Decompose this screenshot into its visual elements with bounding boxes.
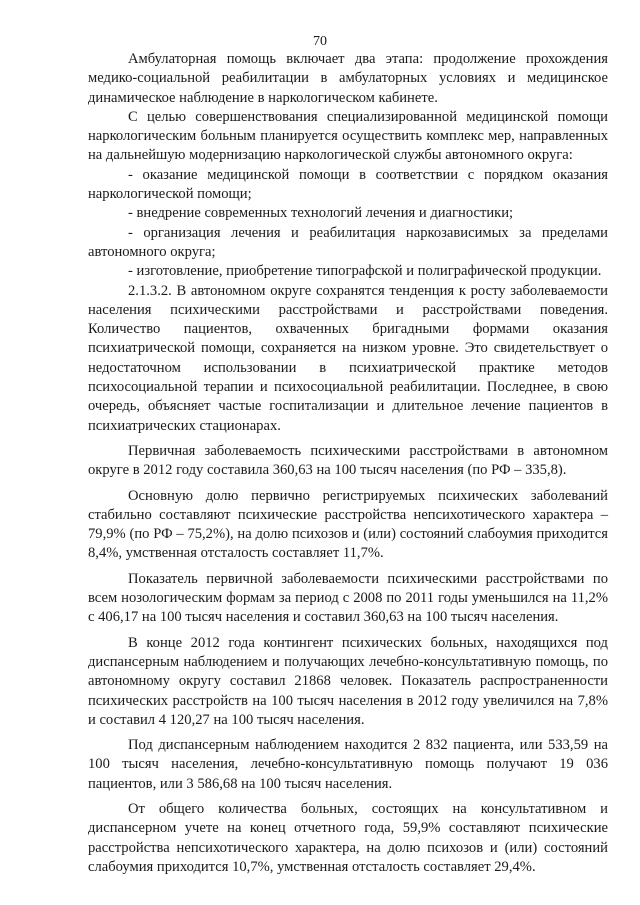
list-item-technologies: - внедрение современных технологий лечения и диагностики;	[128, 205, 514, 222]
paragraph-contingent-2012: В конце 2012 года контингент психических больных, находящихся под диспансерным наблюдением и получающих лечебно-консультативную помощь, по автономному округу составил 21868 человек. Показатель распространенности психических расстройств на 100 тысяч населения в 2012 году увеличился на 7,8% и составил 4 120,27 на 100 тысяч населения.	[88, 634, 608, 728]
paragraph-primary-incidence: Первичная заболеваемость психическими расстройствами в автономном округе в 2012 году составила 360,63 на 100 тысяч населения (по РФ – 335,8).	[88, 442, 608, 479]
paragraph-incidence-trend: Показатель первичной заболеваемости психическими расстройствами по всем нозологическим формам за период с 2008 по 2011 годы уменьшился на 11,2% с 406,17 на 100 тысяч населения и составил 360,63 на 100 тысяч населения.	[88, 570, 608, 626]
page-number: 70	[313, 34, 327, 49]
paragraph-outpatient-care: Амбулаторная помощь включает два этапа: продолжение прохождения медико-социальной реабилитации в амбулаторных условиях и медицинское динамическое наблюдение в наркологическом кабинете.	[88, 51, 608, 106]
document-body	[88, 50, 608, 877]
paragraph-total-patients: От общего количества больных, состоящих на консультативном и диспансерном учете на конец отчетного года, 59,9% составляют психические расстройства непсихотического характера, на долю психозов и (или) состояний слабоумия приходится 10,7%, умственная отсталость составляет 29,4%.	[88, 800, 608, 875]
paragraph-narcology-measures: С целью совершенствования специализированной медицинской помощи наркологическим больным планируется осуществить комплекс мер, направленных на дальнейшую модернизацию наркологической службы автономного округа:	[88, 108, 608, 164]
list-item-medical-care: - оказание медицинской помощи в соответствии с порядком оказания наркологической помощи;	[88, 166, 608, 203]
list-item-rehabilitation: - организация лечения и реабилитация наркозависимых за пределами автономного округа;	[88, 224, 608, 260]
list-item-printing: - изготовление, приобретение типографской и полиграфической продукции.	[128, 263, 602, 280]
paragraph-section-2-1-3-2: 2.1.3.2. В автономном округе сохранятся тенденция к росту заболеваемости населения психическими расстройствами и расстройствами поведения. Количество пациентов, охваченных бригадными формами оказания психиатрической помощи, сохраняется на низком уровне. Это свидетельствует о недостаточном использовании в психиатрической практике методов психосоциальной терапии и психосоциальной реабилитации. Последнее, в свою очередь, объясняет частые госпитализации и длительное лечение пациентов в психиатрических стационарах.	[88, 282, 608, 434]
paragraph-main-share: Основную долю первично регистрируемых психических заболеваний стабильно составляют психические расстройства непсихотического характера – 79,9% (по РФ – 75,2%), на долю психозов и (или) состояний слабоумия приходится 8,4%, умственная отсталость составляет 11,7%.	[88, 487, 608, 562]
paragraph-dispensary-observation: Под диспансерным наблюдением находится 2 832 пациента, или 533,59 на 100 тысяч населения, лечебно-консультативную помощь получают 19 036 пациентов, или 3 586,68 на 100 тысяч населения.	[88, 737, 608, 792]
